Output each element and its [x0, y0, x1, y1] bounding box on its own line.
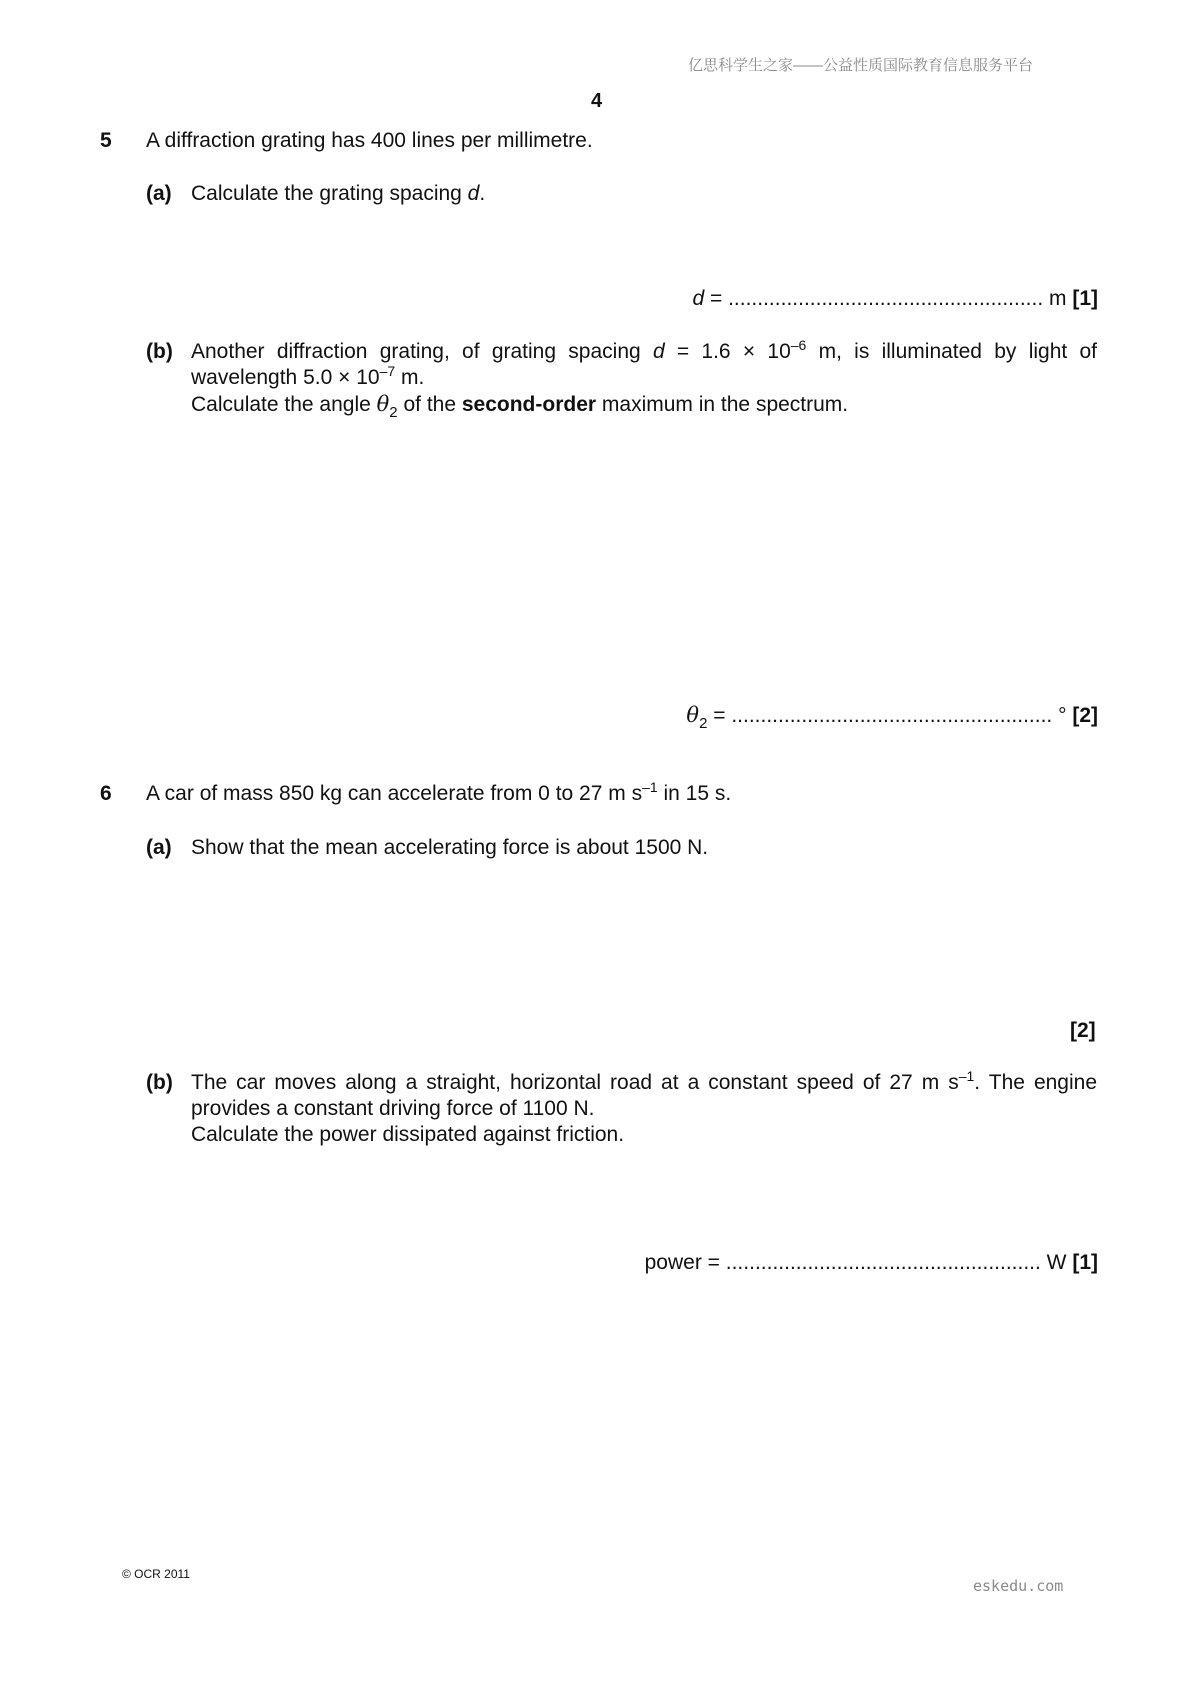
- answer-line[interactable]: [498, 1251, 1098, 1275]
- answer-blank[interactable]: ......................................................: [725, 1251, 1041, 1274]
- theta-symbol: θ: [376, 392, 390, 416]
- part-text-line-2: provides a constant driving force of 1100 N.: [191, 1097, 595, 1120]
- answer-equals: =: [704, 287, 729, 310]
- marks-badge: [2]: [1070, 1019, 1096, 1042]
- text-segment: m, is illuminated by light of: [806, 340, 1097, 363]
- text-segment: .: [479, 182, 486, 205]
- subscript: 2: [699, 715, 708, 732]
- site-watermark: eskedu.com: [973, 1577, 1064, 1595]
- text-segment: in 15 s.: [657, 782, 732, 805]
- question-stem: [146, 779, 732, 806]
- answer-unit: °: [1052, 704, 1073, 727]
- text-segment: The car moves along a straight, horizontal road at a constant speed of 27 m s: [191, 1071, 959, 1094]
- part-label: (a): [146, 182, 172, 205]
- text-segment: A car of mass 850 kg can accelerate from 0 to 27 m s: [146, 782, 643, 805]
- subscript: 2: [389, 404, 398, 421]
- text-segment: . The engine: [974, 1071, 1097, 1094]
- answer-unit: m: [1043, 287, 1073, 310]
- variable-d: d: [652, 340, 665, 363]
- answer-unit: W: [1040, 1251, 1073, 1274]
- exponent: –6: [790, 337, 807, 353]
- answer-equals: =: [707, 704, 732, 727]
- exponent: –7: [379, 363, 396, 379]
- header-watermark: 亿思科学生之家——公益性质国际教育信息服务平台: [688, 57, 1034, 74]
- part-label: (b): [146, 1071, 173, 1094]
- part-text-line-3: Calculate the power dissipated against friction.: [191, 1123, 625, 1146]
- emphasis: second-order: [461, 393, 597, 416]
- exponent: –1: [958, 1068, 975, 1084]
- exponent: –1: [642, 779, 658, 795]
- part-label: (b): [146, 340, 173, 363]
- part-text-line-2: [191, 363, 425, 390]
- text-segment: wavelength 5.0 × 10: [191, 366, 380, 389]
- part-text: [191, 182, 485, 206]
- marks-badge: [2]: [1072, 704, 1098, 727]
- answer-blank[interactable]: .......................................................: [731, 704, 1053, 727]
- page-number: 4: [591, 90, 603, 112]
- text-segment: of the: [397, 393, 462, 416]
- question-stem: A diffraction grating has 400 lines per millimetre.: [146, 129, 593, 152]
- part-text-line-3: [191, 392, 849, 421]
- text-segment: maximum in the spectrum.: [596, 393, 849, 416]
- text-segment: m.: [395, 366, 425, 389]
- answer-line[interactable]: [498, 703, 1098, 732]
- answer-label: power =: [644, 1251, 726, 1274]
- answer-theta: θ: [686, 703, 700, 727]
- variable-d: d: [467, 182, 480, 205]
- copyright: © OCR 2011: [122, 1567, 190, 1581]
- answer-variable: d: [692, 287, 705, 310]
- text-segment: = 1.6 × 10: [664, 340, 791, 363]
- question-number: 5: [100, 129, 112, 152]
- text-segment: Calculate the grating spacing: [191, 182, 468, 205]
- marks-badge: [1]: [1072, 287, 1098, 310]
- part-label: (a): [146, 836, 172, 859]
- text-segment: Calculate the angle: [191, 393, 377, 416]
- marks-badge: [1]: [1072, 1251, 1098, 1274]
- question-number: 6: [100, 782, 112, 805]
- answer-blank[interactable]: ......................................................: [728, 287, 1044, 310]
- part-text-line-1: [191, 1068, 1097, 1095]
- text-segment: Another diffraction grating, of grating spacing: [191, 340, 653, 363]
- part-text-line-1: [191, 337, 1097, 364]
- part-text: Show that the mean accelerating force is about 1500 N.: [191, 836, 709, 859]
- answer-line[interactable]: [498, 287, 1098, 311]
